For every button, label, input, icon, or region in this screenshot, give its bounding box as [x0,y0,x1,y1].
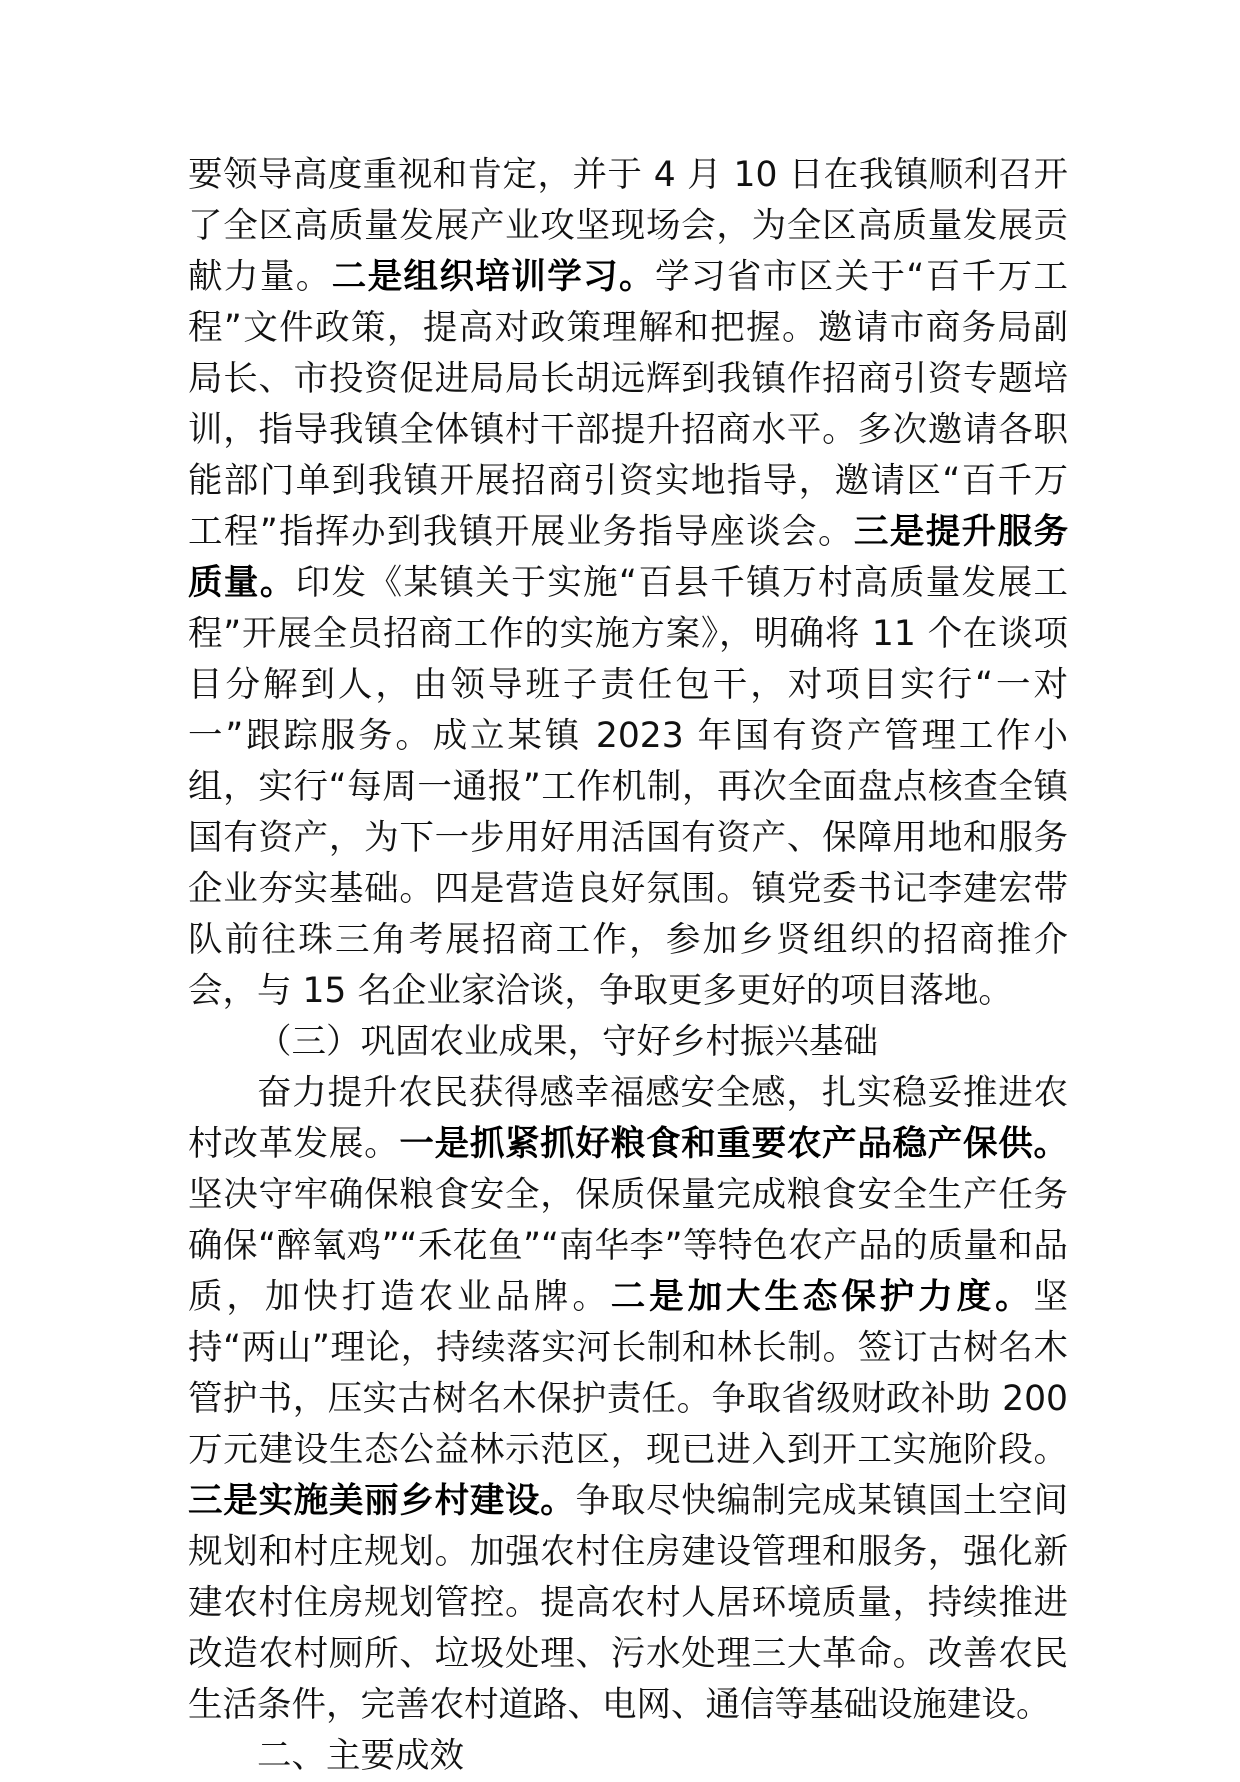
paragraph-text: 坚持“两山”理论，持续落实河长制和林长制。签订古树名木管护书，压实古树名木保护责任。争取省级财政补助 200 万元建设生态公益林示范区，现已进入到开工实施阶段。 [188,1277,1068,1470]
body-paragraph [188,1068,1068,1731]
body-paragraph [188,150,1068,1017]
paragraph-text: 争取尽快编制完成某镇国土空间规划和村庄规划。加强农村住房建设管理和服务，强化新建农村住房规划管控。提高农村人居环境质量，持续推进改造农村厕所、垃圾处理、污水处理三大革命。改善农民生活条件，完善农村道路、电网、通信等基础设施建设。 [188,1481,1069,1725]
heading-text: （三）巩固农业成果，守好乡村振兴基础 [257,1022,878,1062]
bold-subheading: 三是提升服务质量。 [188,512,1068,603]
paragraph-text: 学习省市区关于“百千万工程”文件政策，提高对政策理解和把握。邀请市商务局副局长、市投资促进局局长胡远辉到我镇作招商引资专题培训，指导我镇全体镇村干部提升招商水平。多次邀请各职能部门单到我镇开展招商引资实地指导，邀请区“百千万工程”指挥办到我镇开展业务指导座谈会。 [188,257,1068,552]
bold-subheading: 三是实施美丽乡村建设。 [188,1481,576,1521]
bold-subheading: 一是抓紧抓好粮食和重要农产品稳产保供。 [399,1124,1068,1164]
section-heading [188,1731,1068,1782]
paragraph-text: 要领导高度重视和肯定，并于 4 月 10 日在我镇顺利召开了全区高质量发展产业攻坚现场会，为全区高质量发展贡献力量。 [188,155,1068,297]
paragraph-text: 奋力提升农民获得感幸福感安全感，扎实稳妥推进农村改革发展。 [188,1073,1068,1164]
paragraph-text: 印发《某镇关于实施“百县千镇万村高质量发展工程”开展全员招商工作的实施方案》，明确将 11 个在谈项目分解到人，由领导班子责任包干，对项目实行“一对一”跟踪服务。成立某镇 2023 年国有资产管理工作小组，实行“每周一通报”工作机制，再次全面盘点核查全镇国有资产，为下一步用好用活国有资产、保障用地和服务企业夯实基础。四是营造良好氛围。镇党委书记李建宏带队前往珠三角考展招商工作，参加乡贤组织的招商推介会，与 15 名企业家洽谈，争取更多更好的项目落地。 [188,563,1068,1011]
heading-text: 二、主要成效 [257,1736,464,1776]
document-body [188,150,1068,1782]
bold-subheading: 二是加大生态保护力度。 [610,1277,1034,1317]
paragraph-text: 坚决守牢确保粮食安全，保质保量完成粮食安全生产任务确保“醉氧鸡”“禾花鱼”“南华李”等特色农产品的质量和品质，加快打造农业品牌。 [188,1175,1068,1317]
section-heading [188,1017,1068,1068]
bold-subheading: 二是组织培训学习。 [331,257,655,297]
